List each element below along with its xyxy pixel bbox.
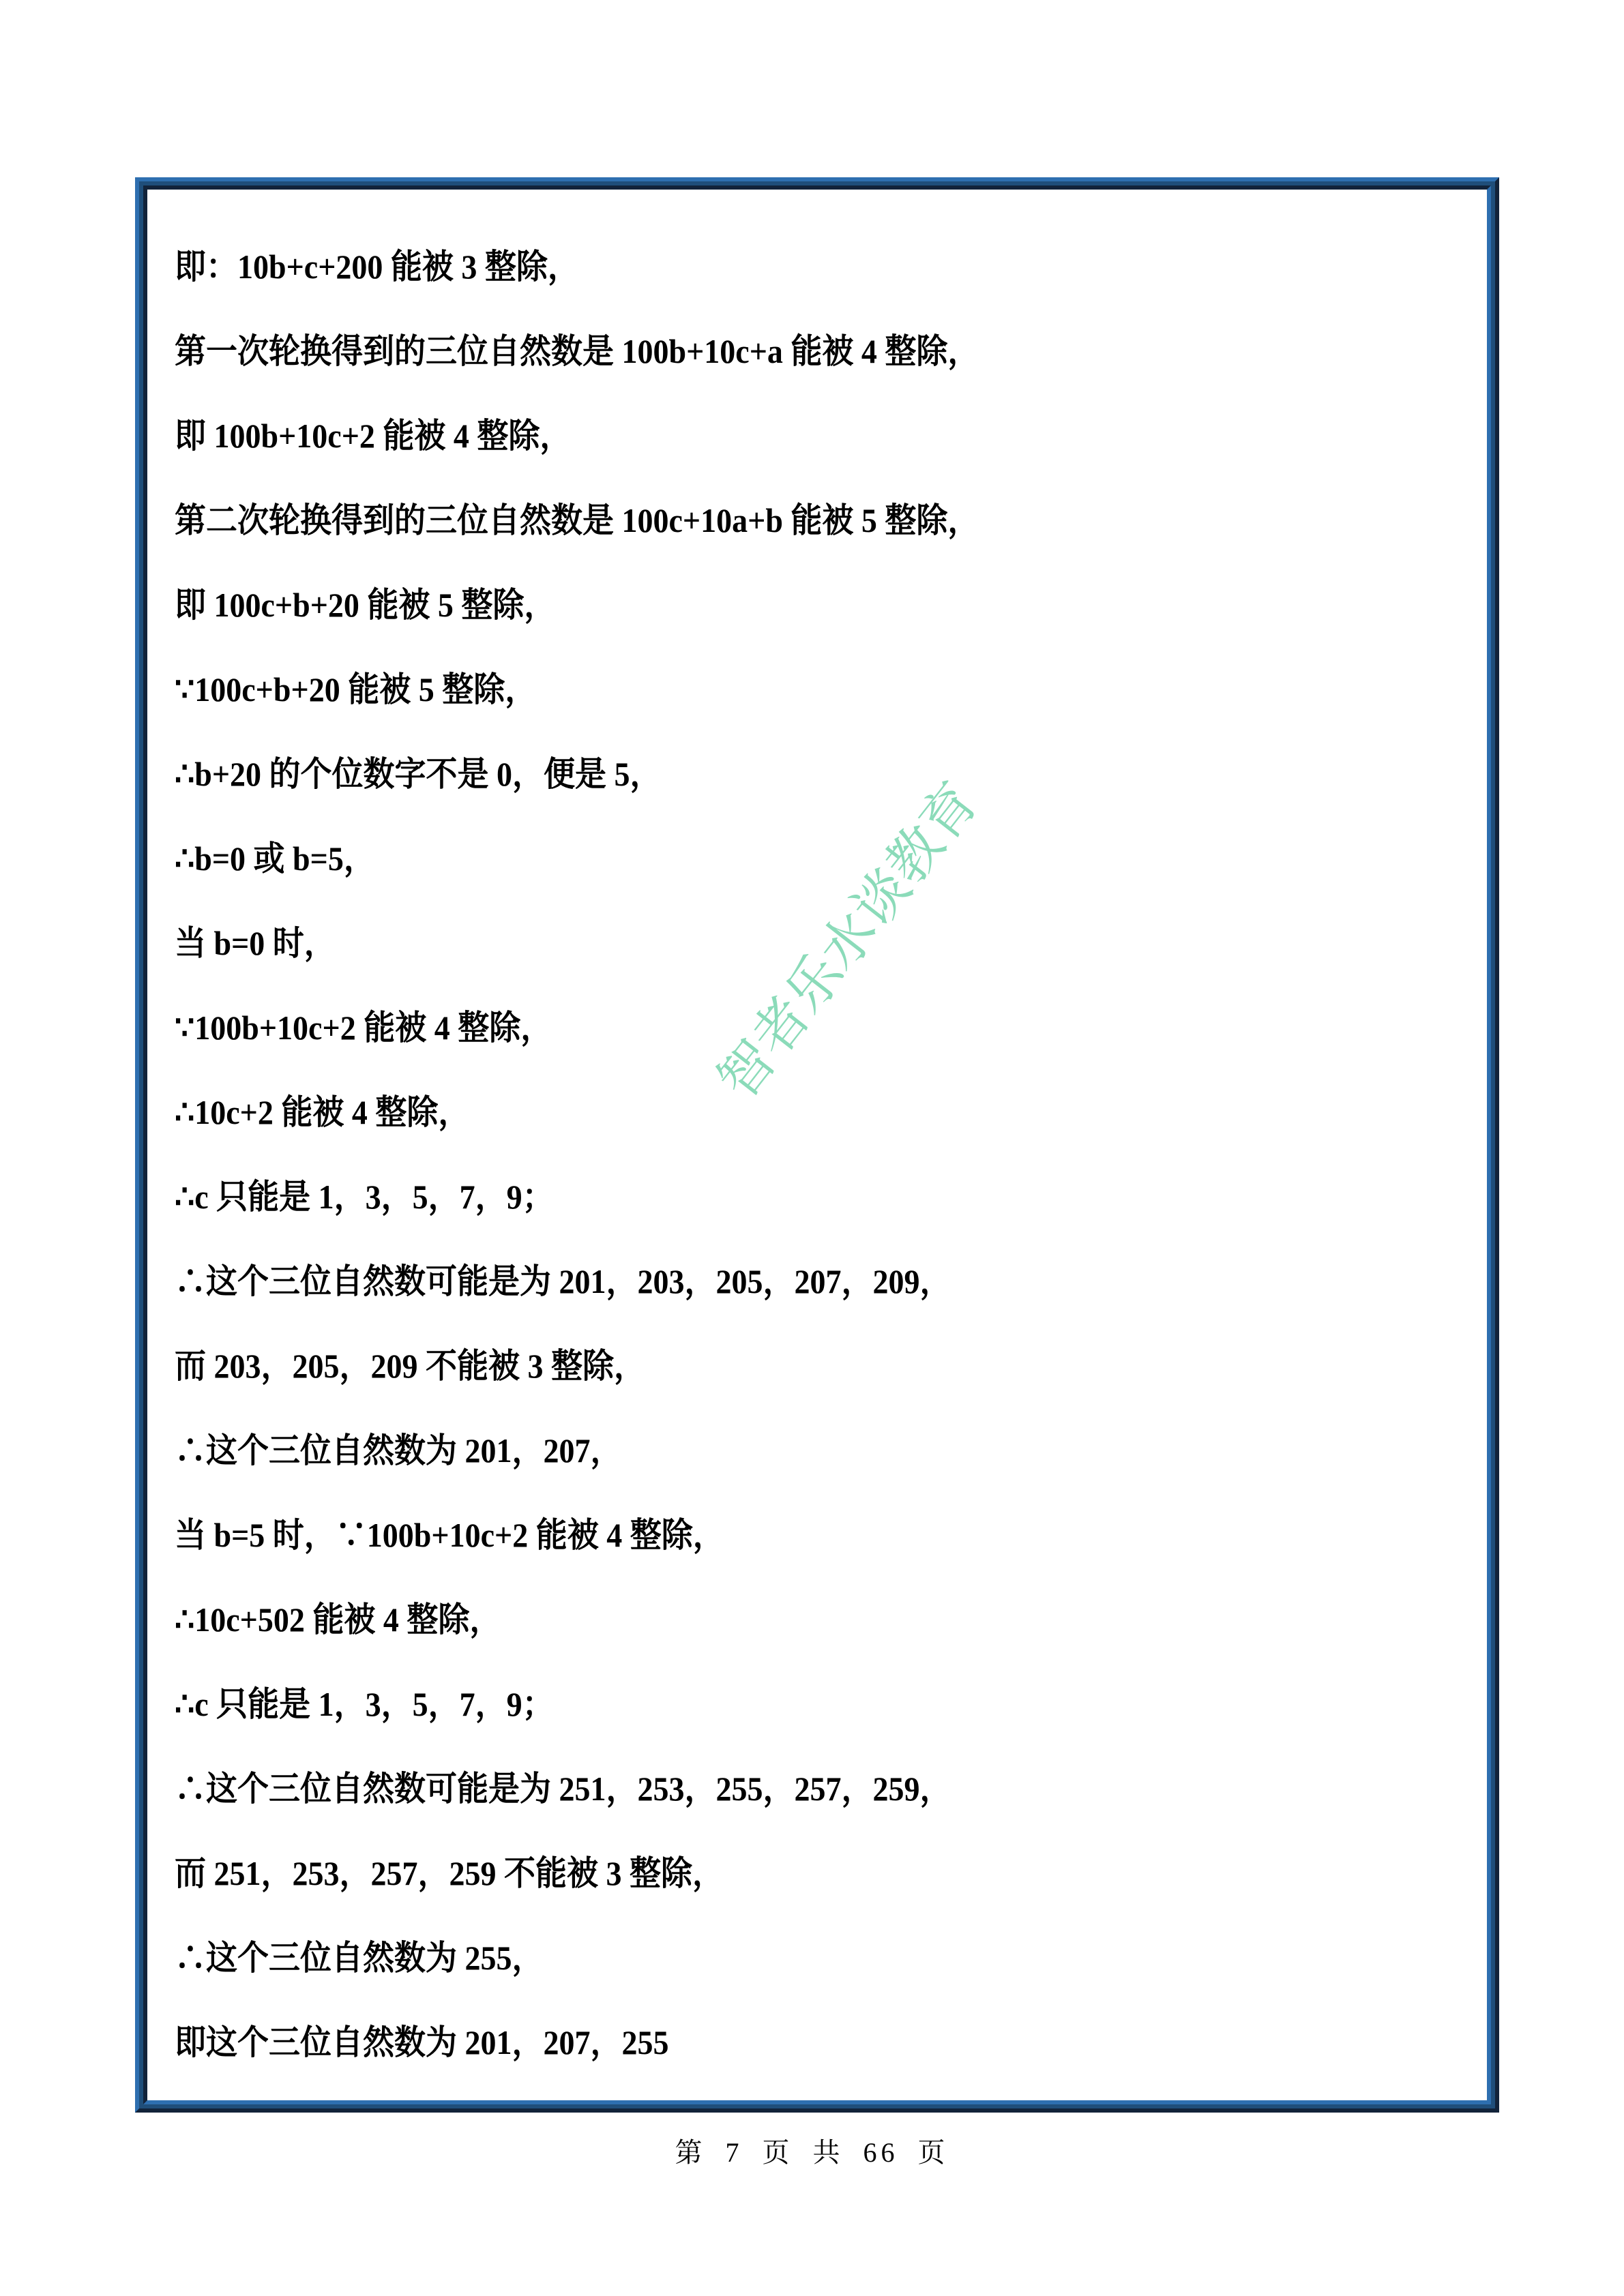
content-area [143, 185, 1491, 2104]
text-line: ∴这个三位自然数为 201，207， [175, 1431, 622, 1470]
watermark: 智者乐水谈教育 [705, 770, 991, 1111]
text-line: 而 203，205，209 不能被 3 整除， [175, 1347, 645, 1385]
text-line: ∴c 只能是 1，3，5，7，9； [175, 1178, 554, 1216]
text-line: ∵100b+10c+2 能被 4 整除， [175, 1009, 552, 1047]
text-line: 而 251，253，257，259 不能被 3 整除， [175, 1854, 724, 1892]
text-line: 即 100c+b+20 能被 5 整除， [175, 586, 556, 624]
text-line: 当 b=0 时， [175, 924, 336, 962]
text-line: ∴c 只能是 1，3，5，7，9； [175, 1685, 554, 1723]
text-line: ∴这个三位自然数可能是为 201，203，205，207，209， [175, 1262, 951, 1300]
text-line: 即：10b+c+200 能被 3 整除， [175, 248, 579, 286]
page-number: 第 7 页 共 66 页 [675, 2137, 949, 2168]
page-border-frame [135, 177, 1499, 2113]
text-line: 即这个三位自然数为 201，207，255 [175, 2023, 669, 2061]
text-line: ∴b=0 或 b=5， [175, 839, 375, 878]
text-line: 第二次轮换得到的三位自然数是 100c+10a+b 能被 5 整除， [175, 501, 979, 539]
solution-text [147, 190, 1487, 2100]
text-line: 当 b=5 时，∵100b+10c+2 能被 4 整除， [175, 1516, 724, 1554]
text-line: ∴10c+502 能被 4 整除， [175, 1600, 501, 1639]
text-line: 即 100b+10c+2 能被 4 整除， [175, 417, 572, 455]
text-line: ∴这个三位自然数为 255， [175, 1939, 544, 1977]
text-line: ∵100c+b+20 能被 5 整除， [175, 670, 537, 709]
text-line: ∴b+20 的个位数字不是 0，便是 5， [175, 755, 662, 793]
text-line: 第一次轮换得到的三位自然数是 100b+10c+a 能被 4 整除， [175, 332, 979, 370]
text-line: ∴10c+2 能被 4 整除， [175, 1093, 470, 1131]
text-line: ∴这个三位自然数可能是为 251，253，255，257，259， [175, 1770, 951, 1808]
